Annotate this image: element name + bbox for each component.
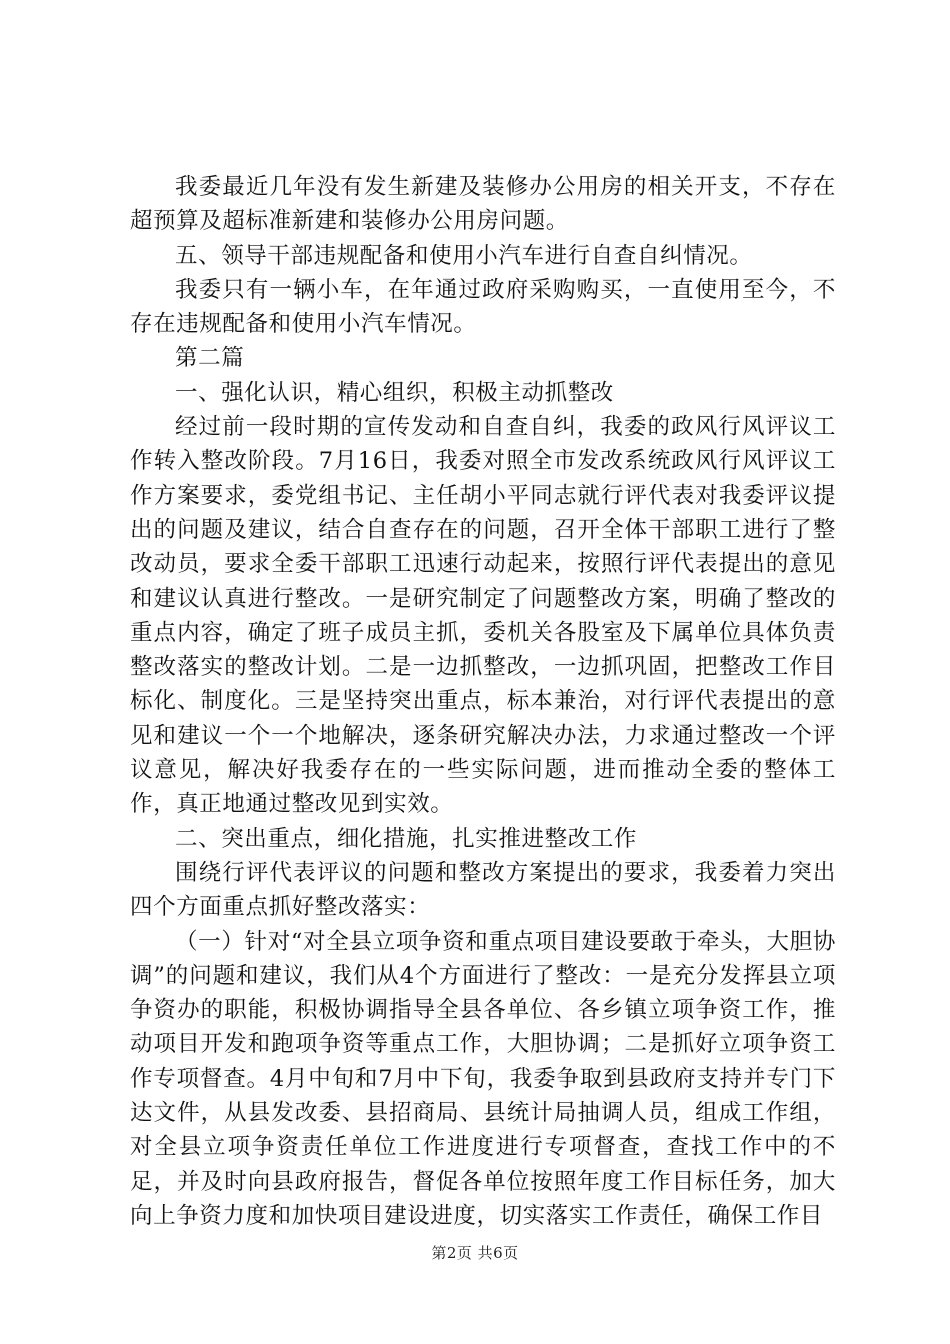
section-heading-1: 一、强化认识，精心组织，积极主动抓整改 [175, 379, 614, 406]
paragraph-rectification-mobilization: 经过前一段时期的宣传发动和自查自纠，我委的政风行风评议工作转入整改阶段。7月16日，我委对照全市发改系统政风行风评议工作方案要求，委党组书记、主任胡小平同志就行评代表对我委评议提出的问题及建议，结合自查存在的问题，召开全体干部职工进行了整改动员，要求全委干部职工迅速行动起来，按照行评代表提出的意见和建议认真进行整改。一是研究制定了问题整改方案，明确了整改的重点内容，确定了班子成员主抓，委机关各股室及下属单位具体负责整改落实的整改计划。二是一边抓整改，一边抓巩固，把整改工作目标化、制度化。三是坚持突出重点，标本兼治，对行评代表提出的意见和建议一个一个地解决，逐条研究解决办法，力求通过整改一个评议意见，解决好我委存在的一些实际问题，进而推动全委的整体工作，真正地通过整改见到实效。 [130, 414, 836, 818]
paragraph-focus-areas: 围绕行评代表评议的问题和整改方案提出的要求，我委着力突出四个方面重点抓好整改落实： [130, 859, 836, 921]
section-heading-vehicles: 五、领导干部违规配备和使用小汽车进行自查自纠情况。 [175, 242, 753, 269]
paragraph-item-1: （一）针对“对全县立项争资和重点项目建设要敢于牵头，大胆协调”的问题和建议，我们从4个方面进行了整改：一是充分发挥县立项争资办的职能，积极协调指导全县各单位、各乡镇立项争资工作，推动项目开发和跑项争资等重点工作，大胆协调；二是抓好立项争资工作专项督查。4月中旬和7月中下旬，我委争取到县政府支持并专门下达文件，从县发改委、县招商局、县统计局抽调人员，组成工作组，对全县立项争资责任单位工作进度进行专项督查，查找工作中的不足，并及时向县政府报告，督促各单位按照年度工作目标任务，加大向上争资力度和加快项目建设进度，切实落实工作责任，确保工作目 [130, 928, 836, 1229]
paragraph-office-building: 我委最近几年没有发生新建及装修办公用房的相关开支，不存在超预算及超标准新建和装修办公用房问题。 [130, 174, 836, 235]
section-heading-2: 二、突出重点，细化措施，扎实推进整改工作 [175, 825, 638, 852]
page-number-footer: 第2页 共6页 [431, 1244, 519, 1262]
paragraph-vehicles: 我委只有一辆小车，在年通过政府采购购买，一直使用至今，不存在违规配备和使用小汽车情况。 [130, 276, 836, 338]
document-body [130, 170, 836, 1233]
part-heading: 第二篇 [175, 345, 245, 372]
